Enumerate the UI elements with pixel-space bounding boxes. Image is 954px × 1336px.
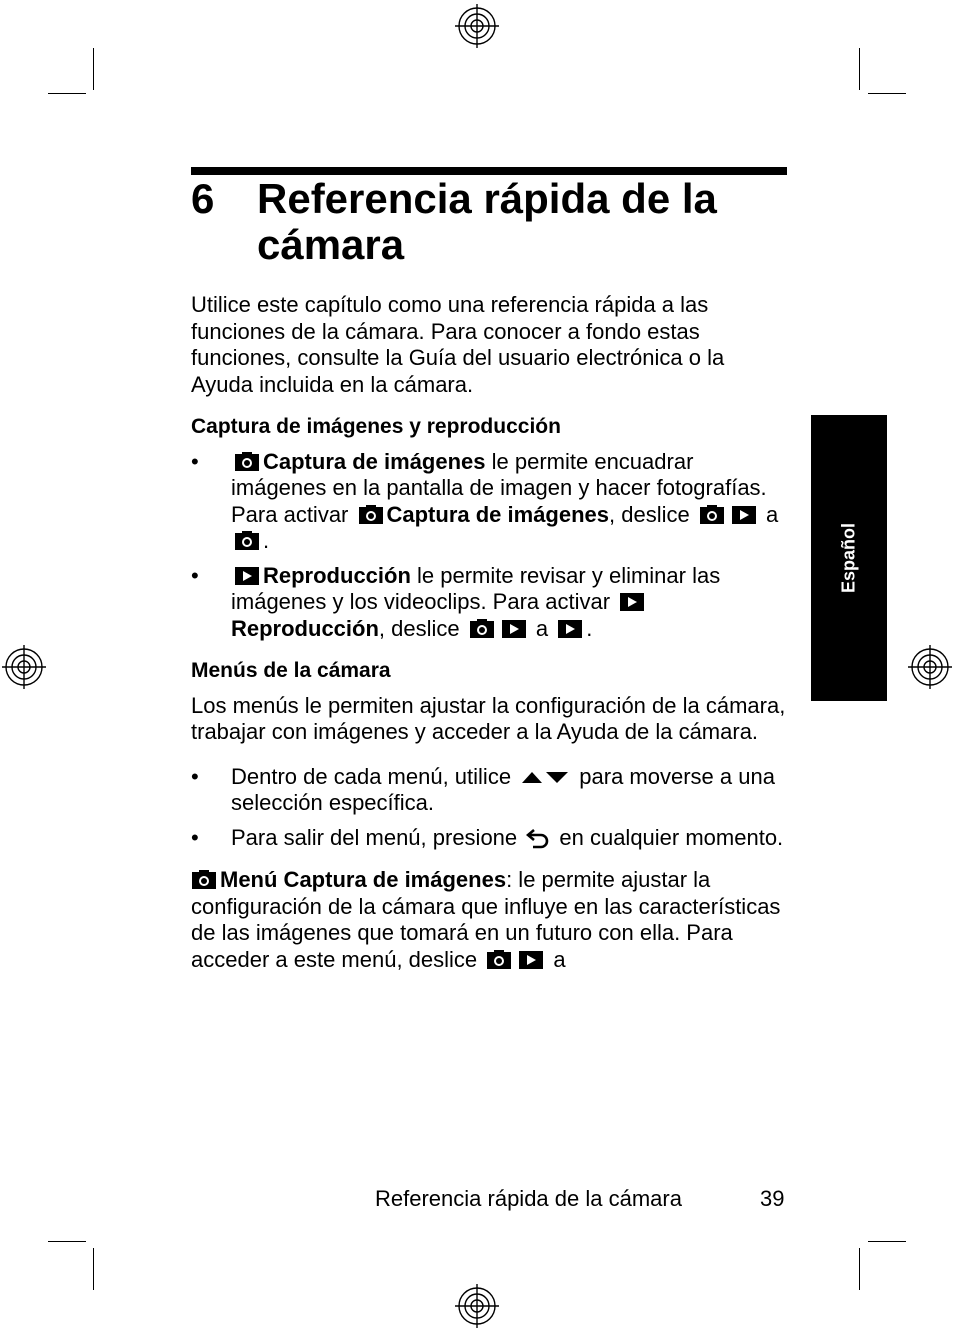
up-down-arrows-icon xyxy=(520,769,570,785)
page-number: 39 xyxy=(760,1186,785,1211)
capture-menu-label: Menú Captura de imágenes xyxy=(220,867,507,892)
crop-mark xyxy=(48,1241,86,1242)
camera-icon xyxy=(234,452,260,472)
playback-description: le permite revisar y eliminar las imágenes y los videoclips. Para activar xyxy=(231,562,721,614)
playback-label: Reproducción xyxy=(231,615,379,641)
navigate-text: Dentro de cada menú, utilice xyxy=(231,763,518,789)
list-item-exit xyxy=(191,825,789,852)
crop-mark xyxy=(859,48,860,90)
capture-description: le permite encuadrar imágenes en la pantalla de imagen y hacer fotografías. Para activar xyxy=(231,448,767,527)
connector-text: a xyxy=(759,501,779,527)
bullet-marker: • xyxy=(191,763,199,789)
chapter-title: Referencia rápida de la cámara xyxy=(257,175,717,268)
registration-mark-icon xyxy=(908,645,952,689)
camera-icon xyxy=(234,531,260,551)
playback-icon xyxy=(234,566,260,586)
bullet-marker: • xyxy=(191,448,199,474)
playback-icon xyxy=(557,619,583,639)
bullet-marker: • xyxy=(191,562,199,588)
camera-icon xyxy=(469,619,495,639)
list-item-playback xyxy=(191,563,789,643)
list-item-capture xyxy=(191,449,789,555)
capture-menu-text: : le permite ajustar la configuración de la cámara que influye en las características de las imágenes que tomará en un futuro con ella. Para acceder a este menú, deslice xyxy=(191,867,781,972)
camera-icon xyxy=(699,505,725,525)
registration-mark-icon xyxy=(455,4,499,48)
connector-text: a xyxy=(547,946,566,972)
list-item-navigate xyxy=(191,764,789,817)
registration-mark-icon xyxy=(455,1284,499,1328)
menus-section-heading: Menús de la cámara xyxy=(191,659,391,682)
page-body xyxy=(191,292,789,973)
sentence-end: . xyxy=(586,615,593,641)
title-rule xyxy=(191,167,787,175)
crop-mark xyxy=(93,48,94,90)
back-icon xyxy=(526,827,550,849)
crop-mark xyxy=(93,1248,94,1290)
capture-menu-paragraph xyxy=(191,867,789,973)
playback-icon xyxy=(501,619,527,639)
chapter-number: 6 xyxy=(191,175,215,222)
crop-mark xyxy=(48,93,86,94)
crop-mark xyxy=(859,1248,860,1290)
camera-icon xyxy=(191,870,217,890)
capture-label: Captura de imágenes xyxy=(386,501,610,527)
playback-icon xyxy=(731,505,757,525)
registration-mark-icon xyxy=(2,645,46,689)
camera-icon xyxy=(358,505,384,525)
navigate-text-end: para moverse a una selección específica. xyxy=(231,763,775,815)
language-tab-label: Español xyxy=(838,522,859,594)
footer-title: Referencia rápida de la cámara xyxy=(375,1186,682,1211)
connector-text: a xyxy=(529,615,555,641)
capture-label: Captura de imágenes xyxy=(263,448,486,474)
exit-text: Para salir del menú, presione xyxy=(231,824,524,850)
sentence-end: . xyxy=(263,528,270,553)
crop-mark xyxy=(868,93,906,94)
menus-intro-paragraph: Los menús le permiten ajustar la configuración de la cámara, trabajar con imágenes y acceder a la Ayuda de la cámara. xyxy=(191,692,786,744)
language-tab xyxy=(811,415,887,701)
capture-instruction: , deslice xyxy=(609,501,696,527)
playback-icon xyxy=(619,592,645,612)
capture-section-heading: Captura de imágenes y reproducción xyxy=(191,415,561,438)
bullet-marker: • xyxy=(191,824,199,850)
playback-instruction: , deslice xyxy=(378,615,466,641)
playback-icon xyxy=(518,950,544,970)
crop-mark xyxy=(868,1241,906,1242)
intro-paragraph: Utilice este capítulo como una referencia rápida a las funciones de la cámara. Para conocer a fondo estas funciones, consulte la Guía del usuario electrónica o la Ayuda incluida en la cámara. xyxy=(191,292,725,397)
camera-icon xyxy=(486,950,512,970)
playback-label: Reproducción xyxy=(263,562,411,588)
exit-text-end: en cualquier momento. xyxy=(553,824,784,850)
